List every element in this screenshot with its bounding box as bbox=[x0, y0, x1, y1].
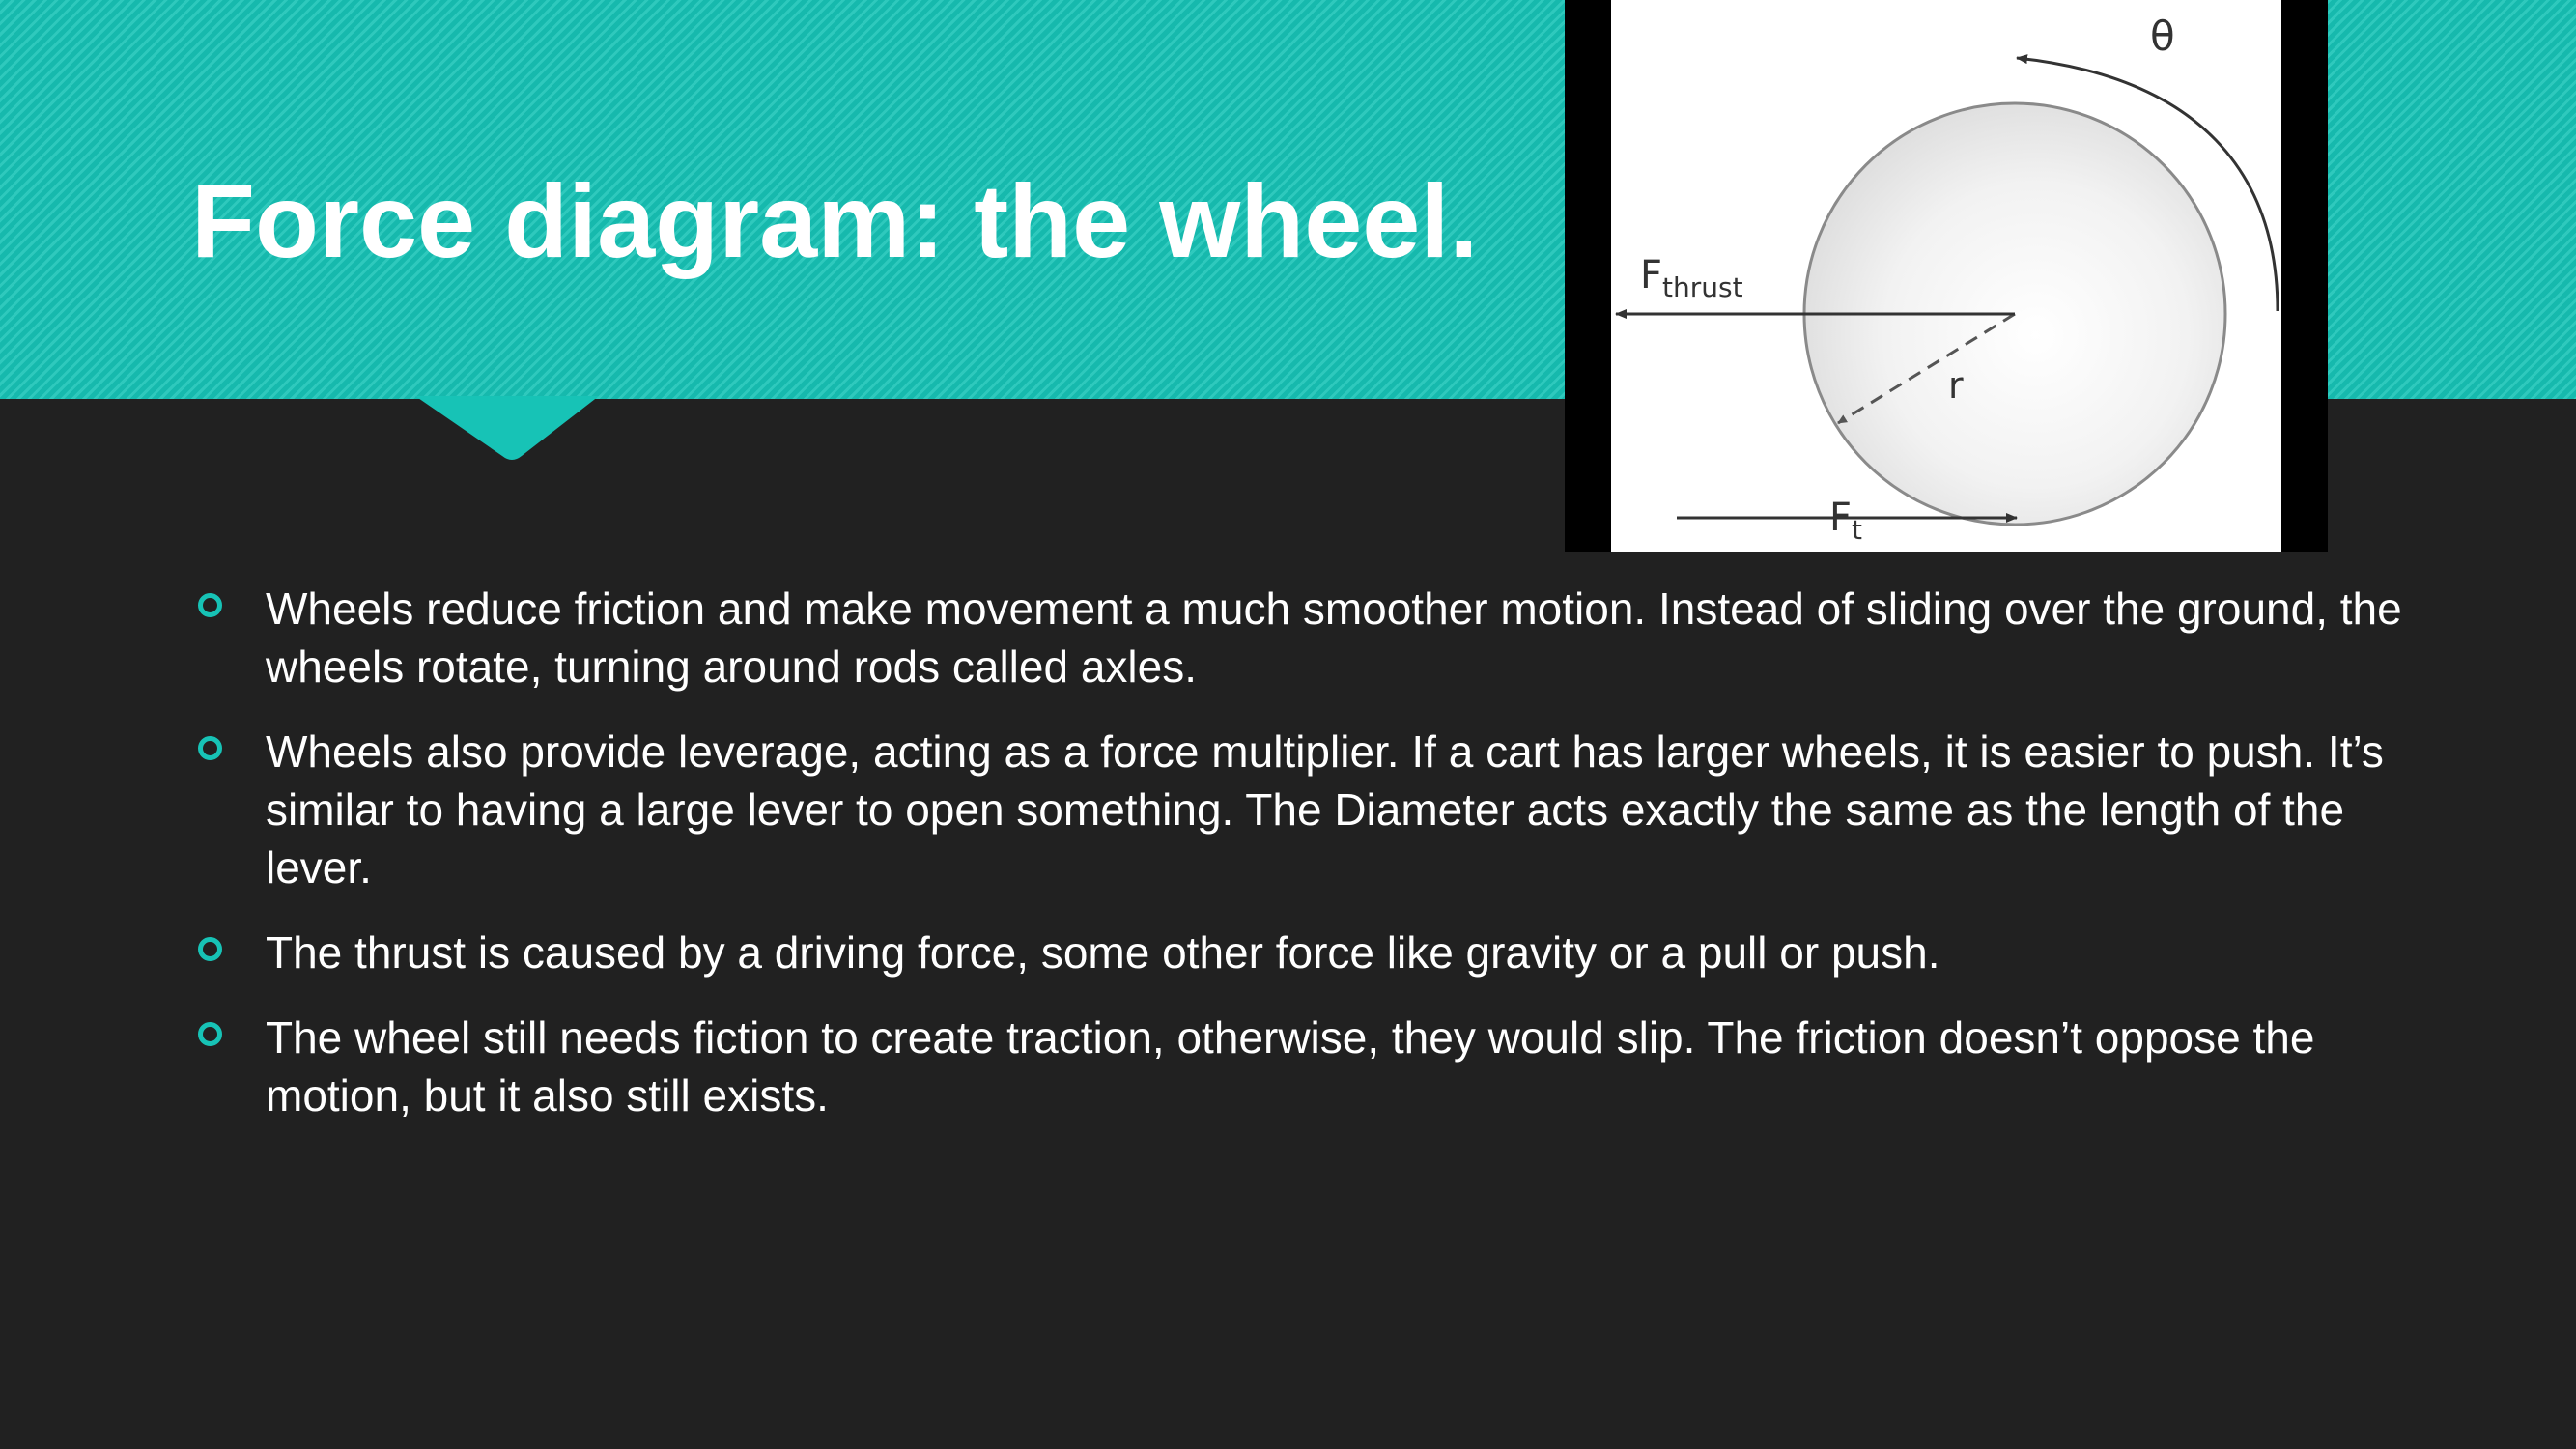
radius-label: r bbox=[1948, 364, 1964, 407]
bullet-ring-icon bbox=[198, 593, 222, 617]
bullet-list bbox=[191, 580, 2413, 1151]
header-notch bbox=[0, 396, 676, 473]
bullet-item bbox=[191, 580, 2413, 696]
bullet-ring-icon bbox=[198, 1022, 222, 1046]
thrust-force-label-main: F bbox=[1640, 253, 1663, 298]
bullet-text: The thrust is caused by a driving force, some other force like gravity or a pull or push. bbox=[266, 927, 1940, 978]
theta-label: θ bbox=[2150, 13, 2175, 60]
bullet-text: Wheels also provide leverage, acting as a force multiplier. If a cart has larger wheels, it is easier to push. It’s similar to having a large lever to open something. The Diameter acts exactly the same as the length of the lever. bbox=[266, 726, 2384, 893]
bullet-item bbox=[191, 723, 2413, 896]
bullet-text: Wheels reduce friction and make movement a much smoother motion. Instead of sliding over the ground, the wheels rotate, turning around rods called axles. bbox=[266, 583, 2402, 692]
bullet-item bbox=[191, 1009, 2413, 1124]
traction-force-label bbox=[1829, 496, 1862, 546]
diagram-canvas bbox=[1611, 0, 2281, 552]
wheel-diagram-svg bbox=[1611, 0, 2281, 552]
thrust-force-label-sub: thrust bbox=[1662, 271, 1743, 303]
bullet-item bbox=[191, 923, 2413, 981]
traction-force-label-main: F bbox=[1829, 496, 1853, 540]
bullet-ring-icon bbox=[198, 937, 222, 961]
bullet-ring-icon bbox=[198, 736, 222, 760]
wheel-force-diagram bbox=[1565, 0, 2328, 552]
traction-force-label-sub: t bbox=[1852, 514, 1862, 546]
bullet-text: The wheel still needs fiction to create traction, otherwise, they would slip. The friction doesn’t oppose the motion, but it also still exists. bbox=[266, 1012, 2315, 1121]
thrust-force-label bbox=[1640, 253, 1743, 303]
slide-title: Force diagram: the wheel. bbox=[191, 162, 1479, 279]
